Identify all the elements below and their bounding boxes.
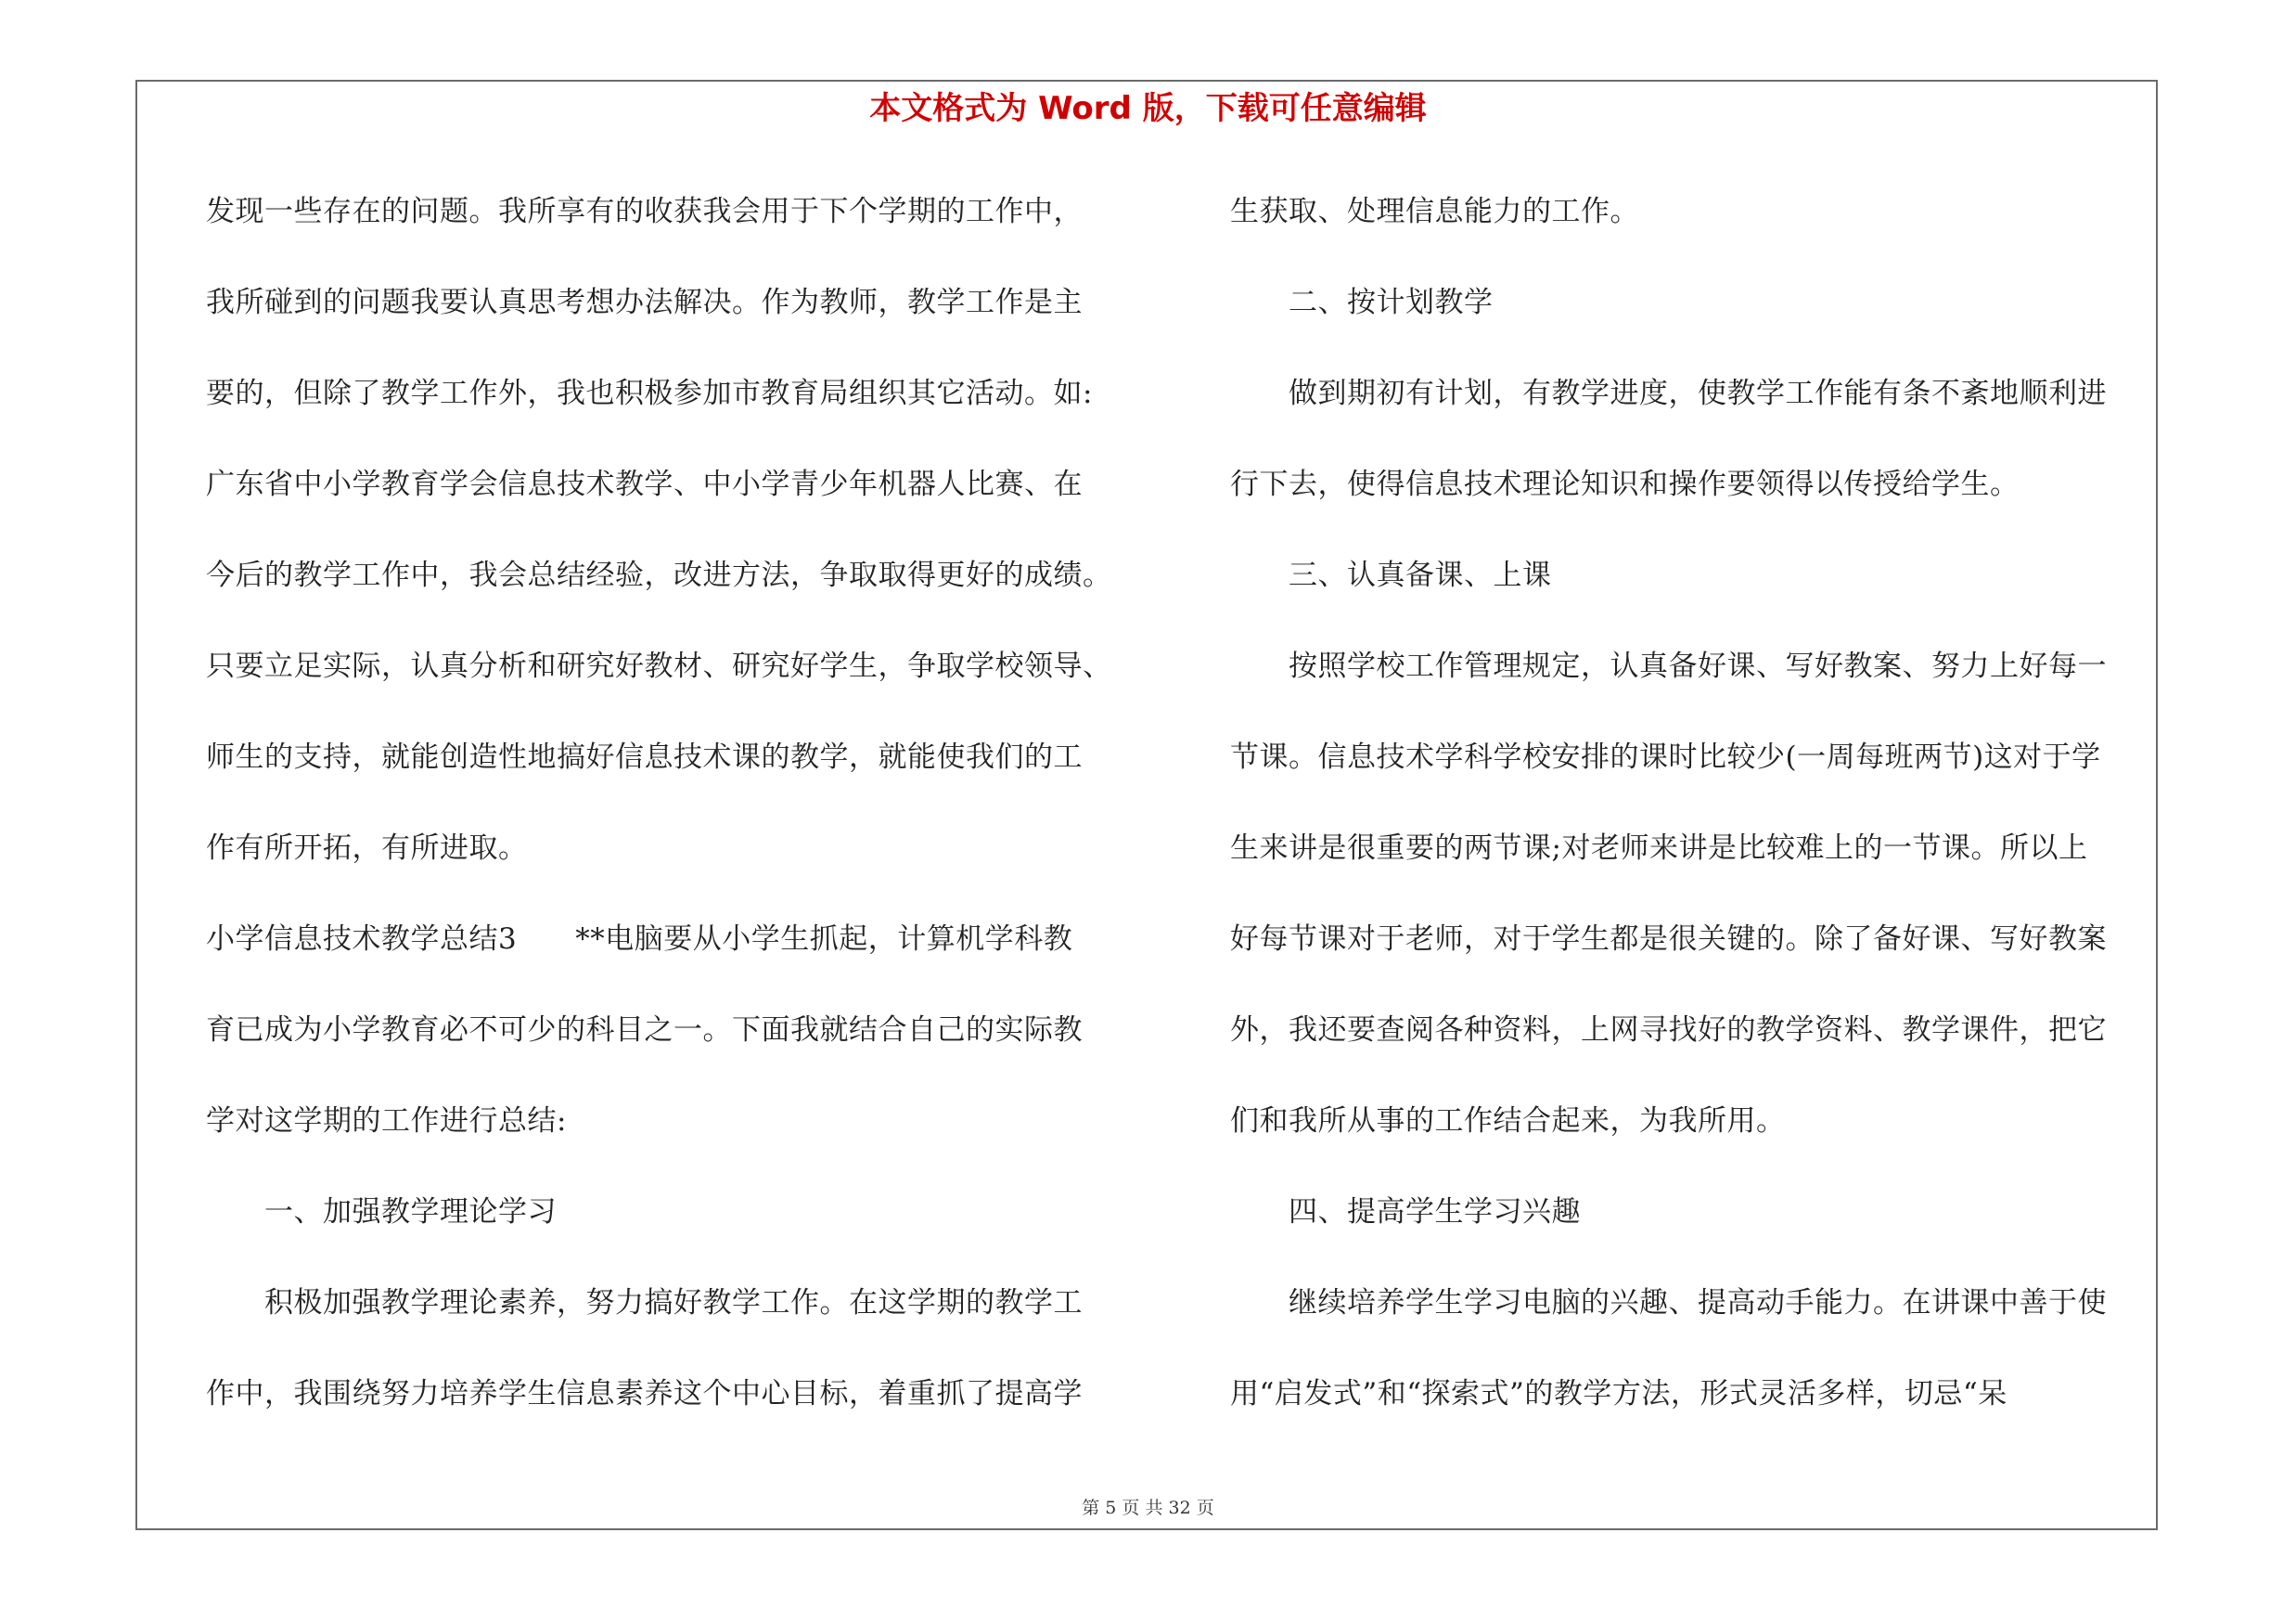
text-line: 按照学校工作管理规定，认真备好课、写好教案、努力上好每一 [1230, 650, 2107, 683]
text-line: 发现一些存在的问题。我所享有的收获我会用于下个学期的工作中， [206, 195, 1083, 228]
text-line: 积极加强教学理论素养，努力搞好教学工作。在这学期的教学工 [206, 1286, 1083, 1320]
text-line: 师生的支持，就能创造性地搞好信息技术课的教学，就能使我们的工 [206, 741, 1083, 774]
text-line: 生获取、处理信息能力的工作。 [1230, 195, 1639, 228]
text-line: 节课。信息技术学科学校安排的课时比较少(一周每班两节)这对于学 [1230, 741, 2101, 774]
text-line: 广东省中小学教育学会信息技术教学、中小学青少年机器人比赛、在 [206, 468, 1083, 501]
text-line: 我所碰到的问题我要认真思考想办法解决。作为教师，教学工作是主 [206, 286, 1083, 319]
page-number-footer: 第 5 页 共 32 页 [1082, 1498, 1214, 1518]
text-line: 用“启发式”和“探索式”的教学方法，形式灵活多样，切忌“呆 [1230, 1377, 2007, 1410]
text-line: 们和我所从事的工作结合起来，为我所用。 [1230, 1104, 1786, 1138]
heading-line: 一、加强教学理论学习 [206, 1195, 557, 1229]
heading-line: 三、认真备课、上课 [1230, 559, 1552, 592]
text-line: 生来讲是很重要的两节课;对老师来讲是比较难上的一节课。所以上 [1230, 831, 2088, 865]
text-line: 育已成为小学教育必不可少的科目之一。下面我就结合自己的实际教 [206, 1013, 1083, 1047]
text-line: 只要立足实际，认真分析和研究好教材、研究好学生，争取学校领导、 [206, 650, 1112, 683]
text-line: 今后的教学工作中，我会总结经验，改进方法，争取取得更好的成绩。 [206, 559, 1112, 592]
heading-line: 二、按计划教学 [1230, 286, 1494, 319]
text-line: 好每节课对于老师，对于学生都是很关键的。除了备好课、写好教案 [1230, 922, 2107, 956]
document-banner: 本文格式为 Word 版，下载可任意编辑 [869, 90, 1427, 127]
text-line: 行下去，使得信息技术理论知识和操作要领得以传授给学生。 [1230, 468, 2020, 501]
text-line: 作有所开拓，有所进取。 [206, 831, 528, 865]
heading-line: 四、提高学生学习兴趣 [1230, 1195, 1581, 1229]
text-line: 作中，我围绕努力培养学生信息素养这个中心目标，着重抓了提高学 [206, 1377, 1083, 1410]
text-line: 学对这学期的工作进行总结: [206, 1104, 567, 1138]
text-line: 外，我还要查阅各种资料，上网寻找好的教学资料、教学课件，把它 [1230, 1013, 2107, 1047]
right-column [1230, 182, 2158, 1455]
text-line: 要的，但除了教学工作外，我也积极参加市教育局组织其它活动。如: [206, 377, 1093, 410]
text-line: 继续培养学生学习电脑的兴趣、提高动手能力。在讲课中善于使 [1230, 1286, 2107, 1320]
left-column [206, 182, 1134, 1455]
text-line: 做到期初有计划，有教学进度，使教学工作能有条不紊地顺利进 [1230, 377, 2107, 410]
section-title-line: 小学信息技术教学总结3 **电脑要从小学生抓起，计算机学科教 [206, 922, 1073, 956]
